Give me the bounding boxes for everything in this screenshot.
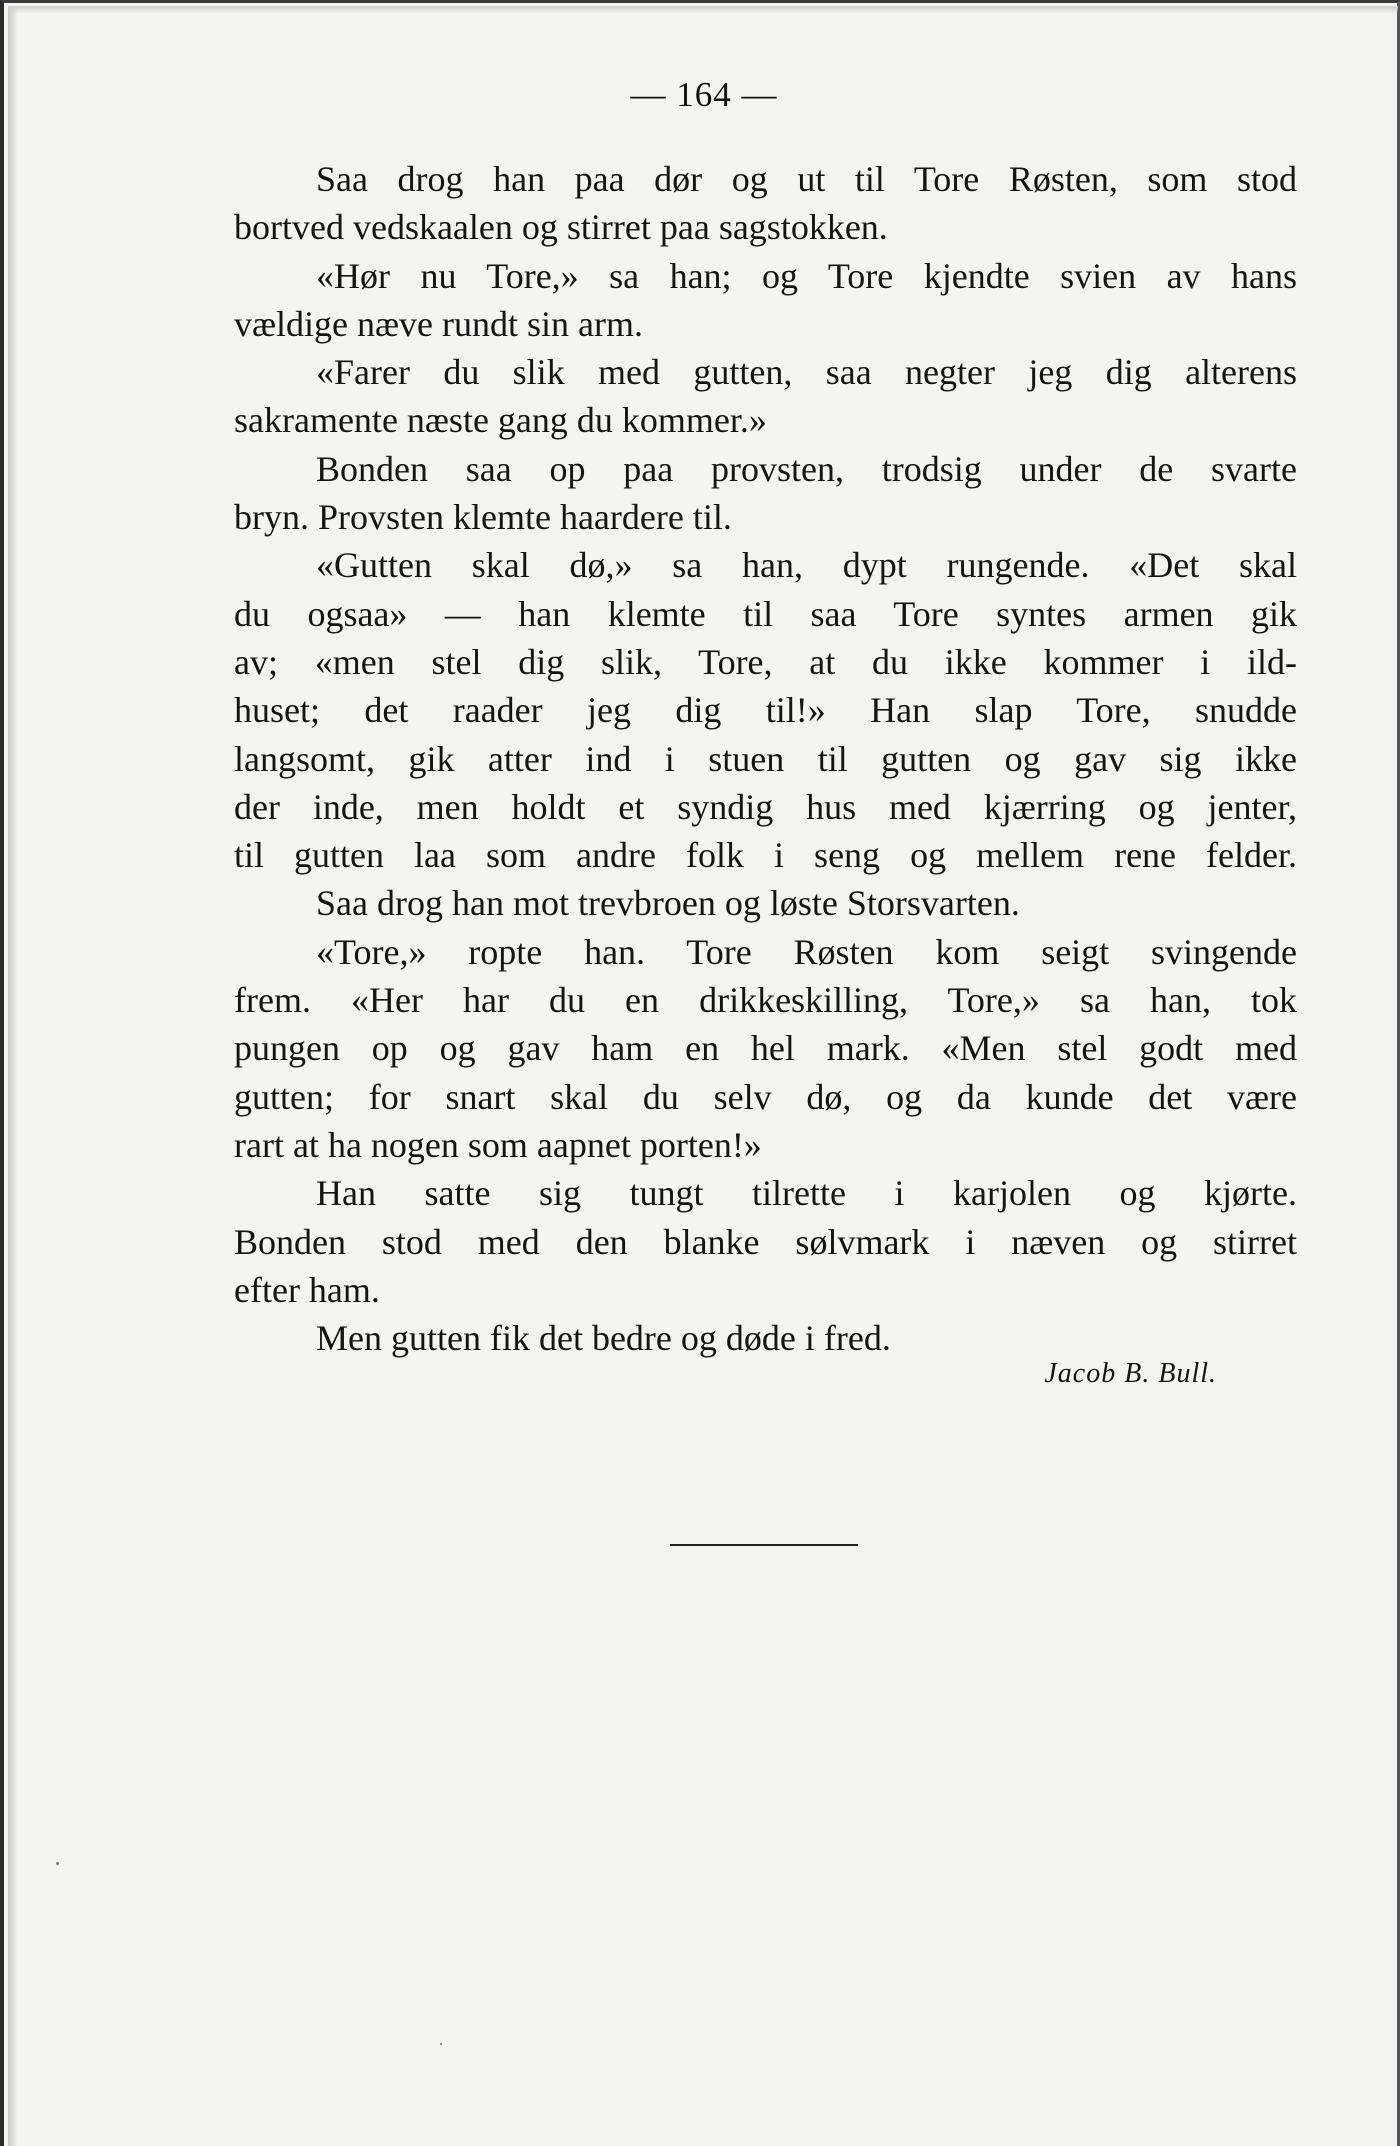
text-line: Men gutten fik det bedre og døde i fred. — [316, 1318, 891, 1359]
text-line: langsomt, gik atter ind i stuen til gutten og gav sig ikke — [234, 738, 1297, 779]
text-line: der inde, men holdt et syndig hus med kjærring og jenter, — [234, 786, 1297, 827]
text-line: vældige næve rundt sin arm. — [234, 303, 643, 344]
text-line: bryn. Provsten klemte haardere til. — [234, 497, 732, 538]
text-line: «Tore,» ropte han. Tore Røsten kom seigt svingende — [316, 931, 1297, 972]
text-line: frem. «Her har du en drikkeskilling, Tore,» sa han, tok — [234, 980, 1297, 1021]
text-line: Bonden saa op paa provsten, trodsig under de svarte — [316, 448, 1297, 489]
text-line: «Gutten skal dø,» sa han, dypt rungende. «Det skal — [316, 545, 1297, 586]
text-line: sakramente næste gang du kommer.» — [234, 400, 767, 441]
end-rule — [670, 1544, 858, 1546]
text-line: Saa drog han mot trevbroen og løste Storsvarten. — [316, 883, 1020, 924]
text-line: Han satte sig tungt tilrette i karjolen og kjørte. — [316, 1173, 1297, 1214]
top-edge-shadow — [8, 6, 1398, 14]
text-line: pungen op og gav ham en hel mark. «Men stel godt med — [234, 1028, 1297, 1069]
text-line: til gutten laa som andre folk i seng og mellem rene felder. — [234, 835, 1297, 876]
text-line: bortved vedskaalen og stirret paa sagstokken. — [234, 207, 888, 248]
text-line: du ogsaa» — han klemte til saa Tore syntes armen gik — [234, 593, 1297, 634]
text-line: av; «men stel dig slik, Tore, at du ikke kommer i ild- — [234, 641, 1297, 682]
text-line: huset; det raader jeg dig til!» Han slap Tore, snudde — [234, 690, 1297, 731]
text-line: «Farer du slik med gutten, saa negter jeg dig alterens — [316, 352, 1297, 393]
text-line: efter ham. — [234, 1269, 380, 1310]
text-line: gutten; for snart skal du selv dø, og da kunde det være — [234, 1076, 1297, 1117]
text-line: Saa drog han paa dør og ut til Tore Røsten, som stod — [316, 159, 1297, 199]
author-signature: Jacob B. Bull. — [1044, 1358, 1217, 1389]
page-number: — 164 — — [630, 75, 778, 114]
body-text — [234, 155, 1297, 1362]
text-line: rart at ha nogen som aapnet porten!» — [234, 1124, 762, 1165]
text-line: «Hør nu Tore,» sa han; og Tore kjendte svien av hans — [316, 255, 1297, 296]
binding-shadow — [8, 6, 18, 2146]
text-line: Bonden stod med den blanke sølvmark i næven og stirret — [234, 1221, 1297, 1262]
paper-speck — [56, 1862, 59, 1865]
paper-speck — [440, 2043, 442, 2045]
